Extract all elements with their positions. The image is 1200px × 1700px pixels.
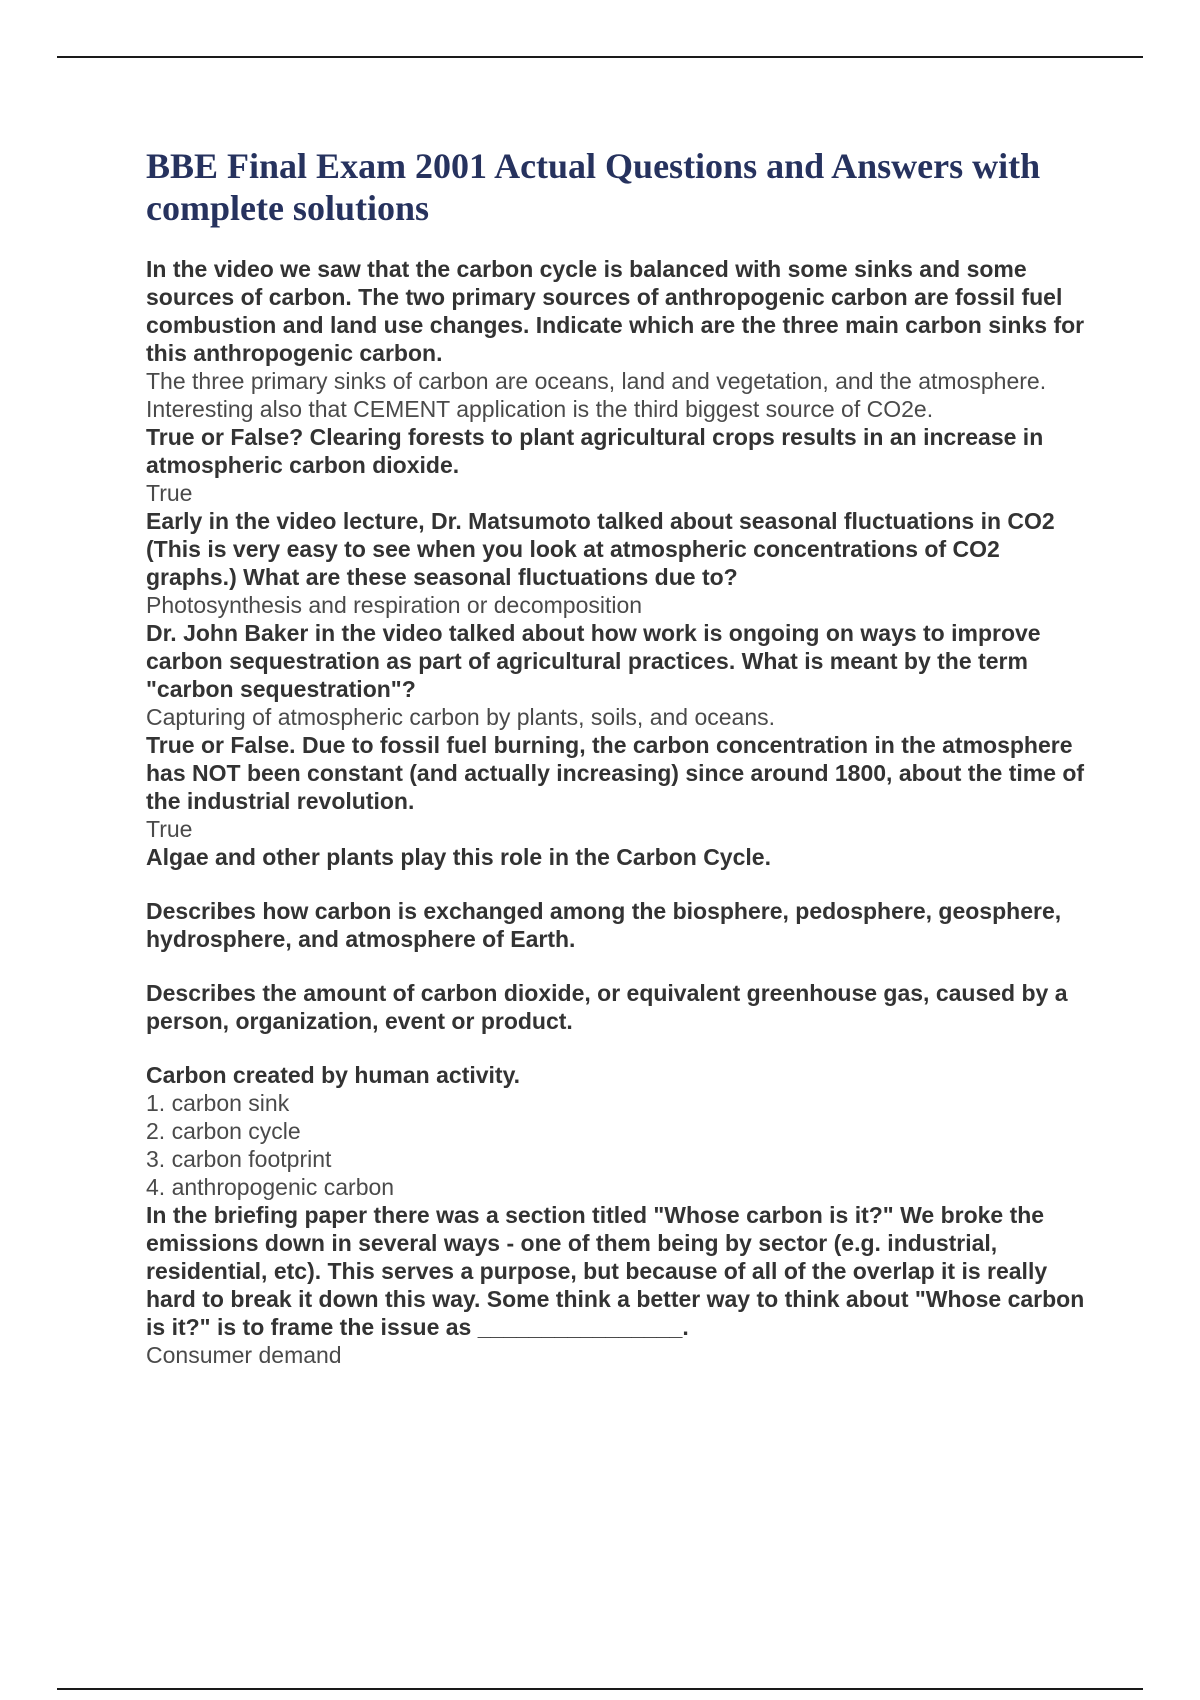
document-title: BBE Final Exam 2001 Actual Questions and Answers with complete solutions [146,146,1041,228]
matching-prompt-3: Describes the amount of carbon dioxide, or equivalent greenhouse gas, caused by a person, organization, event or product. [146,980,1068,1034]
spacer [146,1035,1096,1061]
matching-prompt-2: Describes how carbon is exchanged among the biosphere, pedosphere, geosphere, hydrosphere, and atmosphere of Earth. [146,898,1062,952]
question-final: In the briefing paper there was a section titled "Whose carbon is it?" We broke the emissions down in several ways - one of them being by sector (e.g. industrial, residential, etc). This serves a purpose, but because of all of the overlap it is really hard to break it down this way. Some think a better way to think about "Whose carbon is it?" is to frame the issue as ________________. [146,1202,1085,1340]
question-5: True or False. Due to fossil fuel burning, the carbon concentration in the atmosphere has NOT been constant (and actually increasing) since around 1800, about the time of the industrial revolution. [146,732,1085,814]
spacer [146,953,1096,979]
answer-3: Photosynthesis and respiration or decomposition [146,592,643,618]
matching-option: 2. carbon cycle [146,1118,301,1144]
question-2: True or False? Clearing forests to plant agricultural crops results in an increase in atmospheric carbon dioxide. [146,424,1044,478]
answer-1a: The three primary sinks of carbon are oceans, land and vegetation, and the atmosphere. [146,368,1047,394]
matching-option: 1. carbon sink [146,1090,290,1116]
question-4: Dr. John Baker in the video talked about how work is ongoing on ways to improve carbon sequestration as part of agricultural practices. What is meant by the term "carbon sequestration"? [146,620,1041,702]
bottom-rule [57,1688,1143,1690]
matching-option: 3. carbon footprint [146,1146,332,1172]
question-1: In the video we saw that the carbon cycle is balanced with some sinks and some sources of carbon. The two primary sources of anthropogenic carbon are fossil fuel combustion and land use changes. Indicate which are the three main carbon sinks for this anthropogenic carbon. [146,256,1085,366]
answer-4: Capturing of atmospheric carbon by plants, soils, and oceans. [146,704,776,730]
question-3: Early in the video lecture, Dr. Matsumoto talked about seasonal fluctuations in CO2 (This is very easy to see when you look at atmospheric concentrations of CO2 graphs.) What are these seasonal fluctuations due to? [146,508,1055,590]
spacer [146,871,1096,897]
matching-options [146,1089,1096,1201]
answer-2: True [146,480,193,506]
matching-option: 4. anthropogenic carbon [146,1174,395,1200]
answer-final: Consumer demand [146,1342,342,1368]
matching-prompt-4: Carbon created by human activity. [146,1062,521,1088]
answer-1b: Interesting also that CEMENT application is the third biggest source of CO2e. [146,396,934,422]
matching-prompt-1: Algae and other plants play this role in the Carbon Cycle. [146,844,771,870]
answer-5: True [146,816,193,842]
top-rule [57,56,1143,58]
document-body [146,145,1096,1369]
